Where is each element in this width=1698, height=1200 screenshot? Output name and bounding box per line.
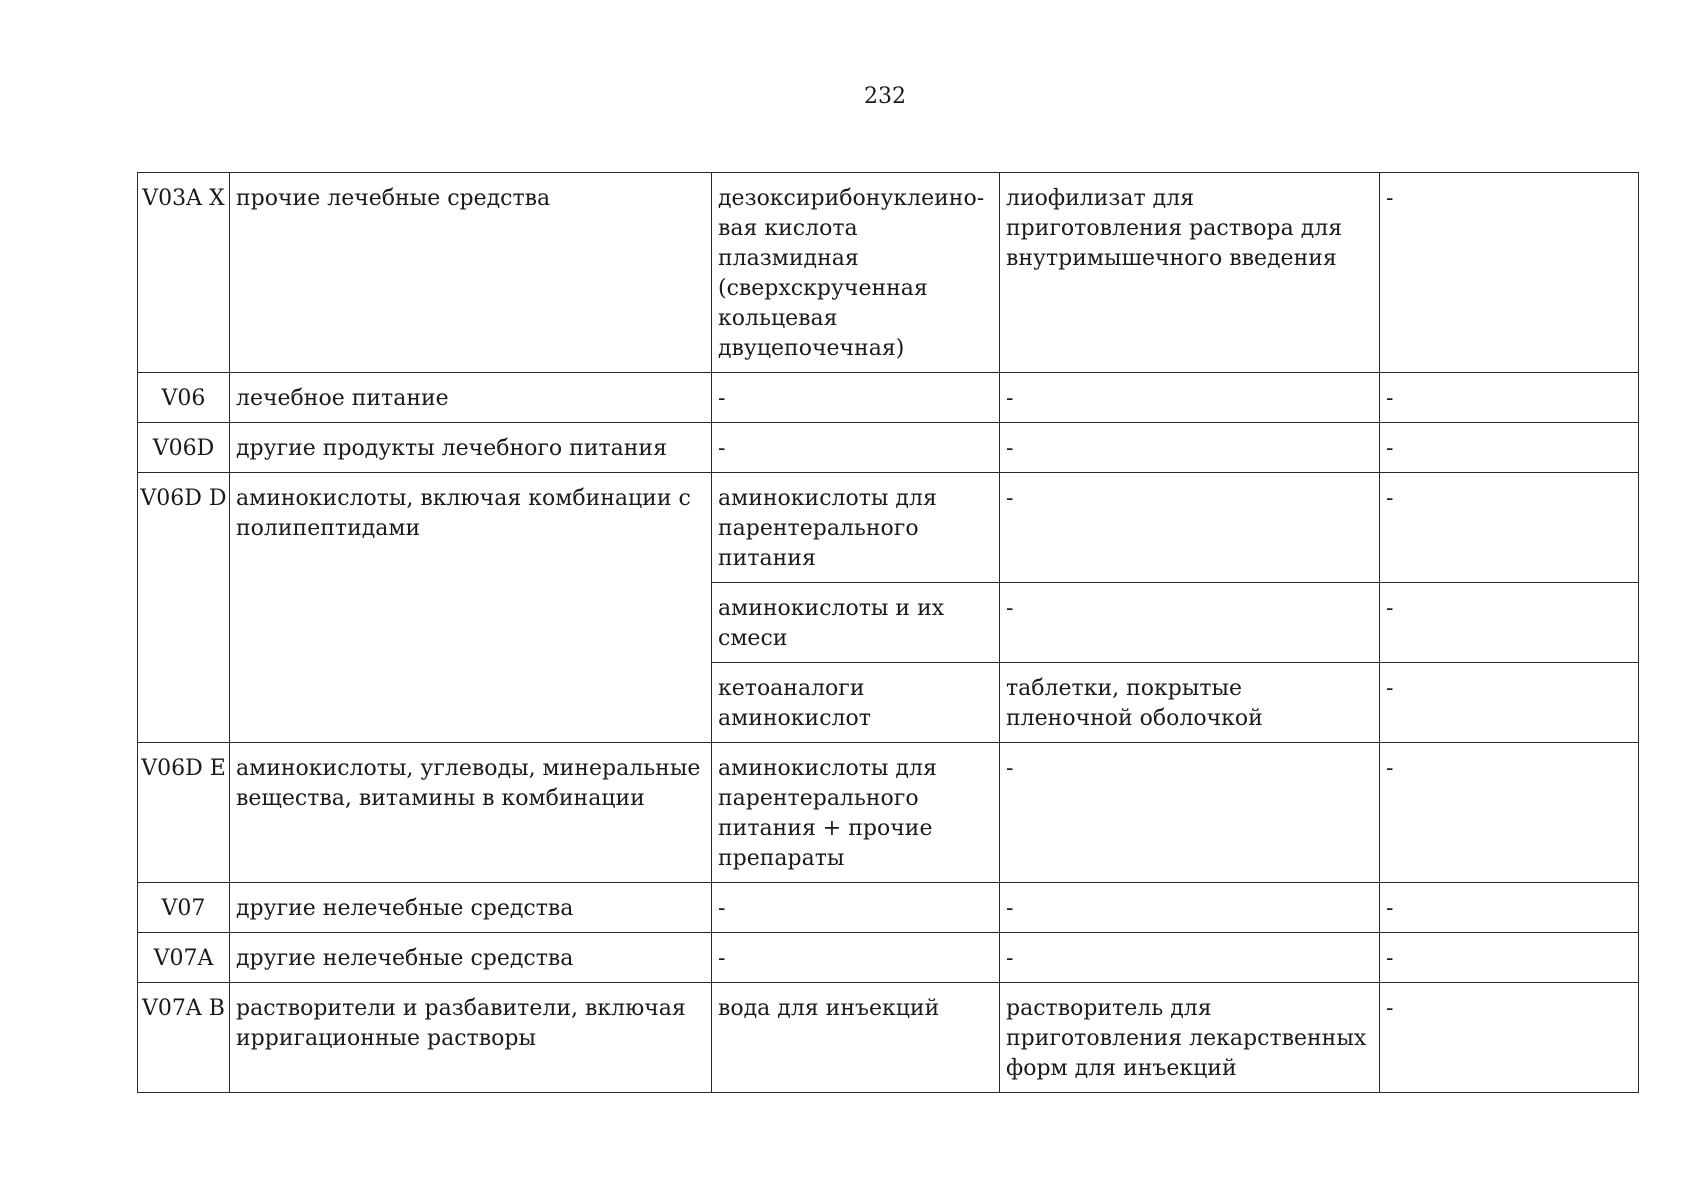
dosage-form-cell: таблетки, покрытые пленочной оболочкой [1000,663,1380,743]
atc-code-cell: V07A B [138,983,230,1093]
atc-name-cell: прочие лечебные средства [230,173,712,373]
atc-code-cell: V07A [138,933,230,983]
substance-cell: аминокислоты и их смеси [712,583,1000,663]
atc-code-cell: V06D E [138,743,230,883]
table-row [138,423,1639,473]
dosage-form-cell: - [1000,583,1380,663]
atc-code-cell: V06D [138,423,230,473]
substance-cell: - [712,883,1000,933]
atc-name-cell: другие продукты лечебного питания [230,423,712,473]
dosage-form-cell: лиофилизат для приготовления раствора для внутримышечного введения [1000,173,1380,373]
extra-cell: - [1380,743,1639,883]
substance-cell: аминокислоты для парентерального питания [712,473,1000,583]
substance-cell: дезоксирибонуклеино-вая кислота плазмидная (сверхскрученная кольцевая двуцепочечная) [712,173,1000,373]
extra-cell: - [1380,933,1639,983]
table-row [138,373,1639,423]
extra-cell: - [1380,423,1639,473]
atc-code-cell: V07 [138,883,230,933]
table-row [138,933,1639,983]
dosage-form-cell: - [1000,423,1380,473]
substance-cell: вода для инъекций [712,983,1000,1093]
atc-code-cell: V06D D [138,473,230,743]
table-row [138,743,1639,883]
atc-code-cell: V06 [138,373,230,423]
atc-name-cell: другие нелечебные средства [230,933,712,983]
dosage-form-cell: - [1000,373,1380,423]
atc-name-cell: растворители и разбавители, включая ирригационные растворы [230,983,712,1093]
atc-name-cell: аминокислоты, включая комбинации с полипептидами [230,473,712,743]
table-row [138,983,1639,1093]
dosage-form-cell: растворитель для приготовления лекарственных форм для инъекций [1000,983,1380,1093]
substance-cell: - [712,933,1000,983]
table-row [138,173,1639,373]
substance-cell: - [712,423,1000,473]
substance-cell: - [712,373,1000,423]
substance-cell: аминокислоты для парентерального питания + прочие препараты [712,743,1000,883]
atc-name-cell: аминокислоты, углеводы, минеральные вещества, витамины в комбинации [230,743,712,883]
extra-cell: - [1380,373,1639,423]
table-row [138,473,1639,583]
dosage-form-cell: - [1000,933,1380,983]
extra-cell: - [1380,173,1639,373]
extra-cell: - [1380,583,1639,663]
page-number: 232 [864,84,906,109]
drug-classification-table [137,172,1639,1093]
dosage-form-cell: - [1000,743,1380,883]
extra-cell: - [1380,883,1639,933]
dosage-form-cell: - [1000,473,1380,583]
extra-cell: - [1380,983,1639,1093]
atc-name-cell: лечебное питание [230,373,712,423]
extra-cell: - [1380,473,1639,583]
substance-cell: кетоаналоги аминокислот [712,663,1000,743]
table-row [138,883,1639,933]
extra-cell: - [1380,663,1639,743]
dosage-form-cell: - [1000,883,1380,933]
atc-name-cell: другие нелечебные средства [230,883,712,933]
atc-code-cell: V03A X [138,173,230,373]
